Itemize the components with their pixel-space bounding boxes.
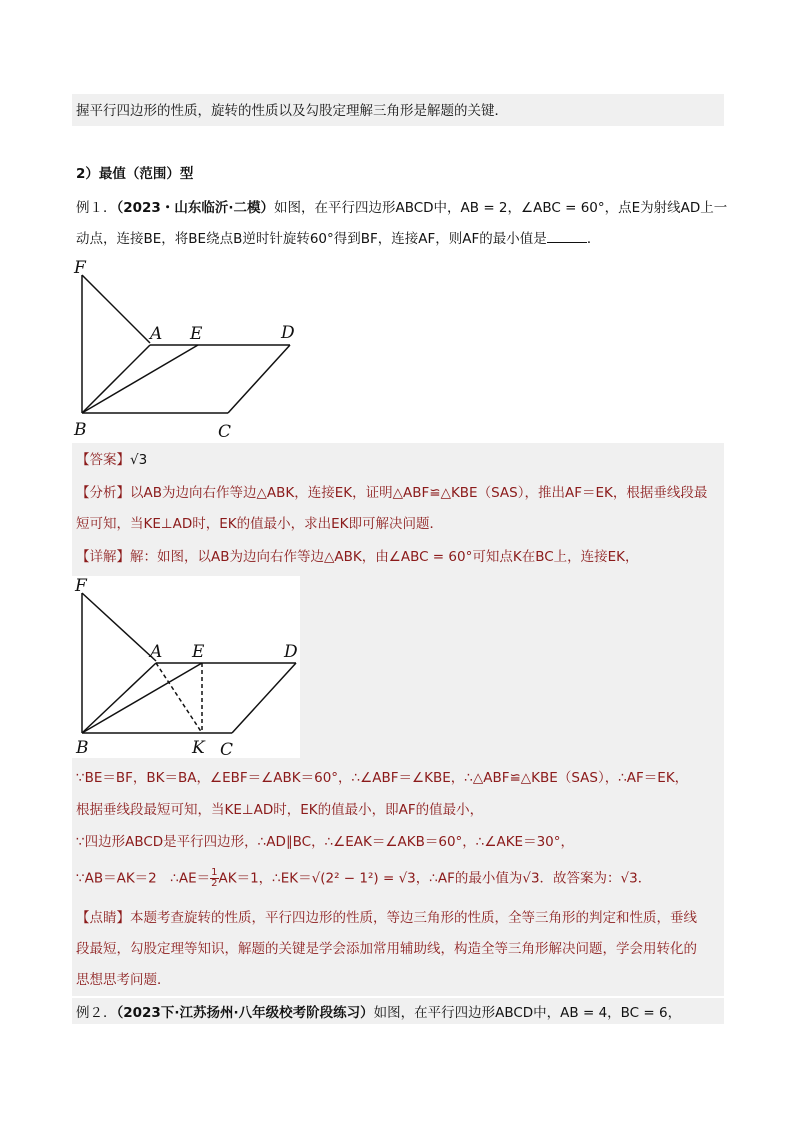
example1-line1: [76, 198, 727, 218]
comment-line1: [76, 908, 697, 928]
solution-step4: [76, 868, 651, 889]
top-note: 握平行四边形的性质，旋转的性质以及勾股定理解三角形是解题的关键．: [76, 103, 508, 119]
fig1-label-e: E: [190, 324, 203, 344]
solution-step2: 根据垂线段最短可知，当KE⊥AD时，EK的值最小，即AF的值最小，: [76, 802, 484, 818]
fraction-denominator: 2: [211, 878, 218, 889]
detail-text1: 解：如图，以AB为边向右作等边△ABK，由∠ABC = 60°可知点K在BC上，连接EK，: [130, 549, 639, 565]
example2-line1: [76, 1003, 681, 1023]
answer-value: √3: [130, 452, 148, 468]
fig2-label-f: F: [75, 576, 87, 596]
solution-step4-b: AK＝1，∴EK＝√(2² − 1²) = √3，∴AF的最小值为√3．故答案为：√3．: [218, 870, 652, 887]
example1-text2: 动点，连接BE，将BE绕点B逆时针旋转60°得到BF，连接AF，则AF的最小值是: [76, 231, 547, 247]
detail-line1: [76, 547, 639, 567]
answer-blank: [547, 230, 587, 243]
answer-tag: 【答案】: [76, 452, 130, 468]
section-title: 2）最值（范围）型: [76, 166, 194, 182]
analysis-tag: 【分析】: [76, 485, 130, 501]
fig2-label-d: D: [284, 642, 298, 662]
figure-2: [70, 575, 310, 765]
fig2-label-b: B: [76, 738, 89, 758]
example1-text1: 如图，在平行四边形ABCD中，AB = 2，∠ABC = 60°，点E为射线AD上一: [273, 200, 728, 216]
fig1-label-f: F: [74, 258, 86, 278]
fig2-seg-fa: [82, 593, 156, 661]
fig2-seg-be: [82, 663, 202, 733]
fig2-seg-ba: [82, 663, 156, 733]
example1-line2: [76, 229, 600, 249]
fig2-label-e: E: [192, 642, 205, 662]
comment-line2: 段最短，勾股定理等知识，解题的关键是学会添加常用辅助线，构造全等三角形解决问题，学会用转化的: [76, 941, 697, 957]
detail-tag: 【详解】: [76, 549, 130, 565]
solution-step1: ∵BE＝BF，BK＝BA，∠EBF＝∠ABK＝60°，∴∠ABF＝∠KBE，∴△ABF≌△KBE（SAS），∴AF＝EK，: [76, 770, 689, 786]
fig2-seg-dc: [232, 663, 296, 733]
fig1-label-a: A: [150, 324, 163, 344]
figure-1: [70, 255, 310, 445]
fig1-seg-fa: [82, 275, 150, 343]
analysis-line2: 短可知，当KE⊥AD时，EK的值最小，求出EK即可解决问题．: [76, 516, 444, 532]
answer-line: [76, 450, 147, 470]
fig2-label-a: A: [150, 642, 163, 662]
analysis-text1: 以AB为边向右作等边△ABK，连接EK，证明△ABF≌△KBE（SAS），推出AF＝EK，根据垂线段最: [130, 485, 708, 501]
fig1-label-d: D: [281, 323, 295, 343]
example1-source: （2023・山东临沂·二模）: [116, 200, 274, 216]
solution-step4-a: ∵AB＝AK＝2 ∴AE＝: [76, 870, 211, 887]
fig1-label-c: C: [218, 422, 232, 442]
fig1-label-b: B: [74, 420, 87, 440]
example2-source: （2023下·江苏扬州·八年级校考阶段练习）: [116, 1005, 374, 1021]
fig2-seg-ak-dashed: [156, 663, 202, 733]
example2-label: 例２．: [76, 1005, 117, 1021]
fig2-label-k: K: [192, 738, 205, 758]
fraction-numerator: 1: [211, 867, 218, 878]
fraction-one-half: [210, 868, 218, 889]
comment-line3: 思想思考问题．: [76, 972, 171, 988]
analysis-line1: [76, 483, 707, 503]
solution-step3: ∵四边形ABCD是平行四边形，∴AD∥BC，∴∠EAK＝∠AKB＝60°，∴∠AKE＝30°，: [76, 834, 575, 850]
fig1-seg-dc: [228, 345, 290, 413]
comment-text1: 本题考查旋转的性质，平行四边形的性质，等边三角形的性质，全等三角形的判定和性质，垂线: [130, 910, 697, 926]
fig2-label-c: C: [220, 740, 234, 760]
comment-tag: 【点睛】: [76, 910, 130, 926]
example2-text1: 如图，在平行四边形ABCD中，AB = 4，BC = 6，: [373, 1005, 682, 1021]
example1-label: 例１．: [76, 200, 117, 216]
example1-text2-end: ．: [586, 231, 601, 247]
